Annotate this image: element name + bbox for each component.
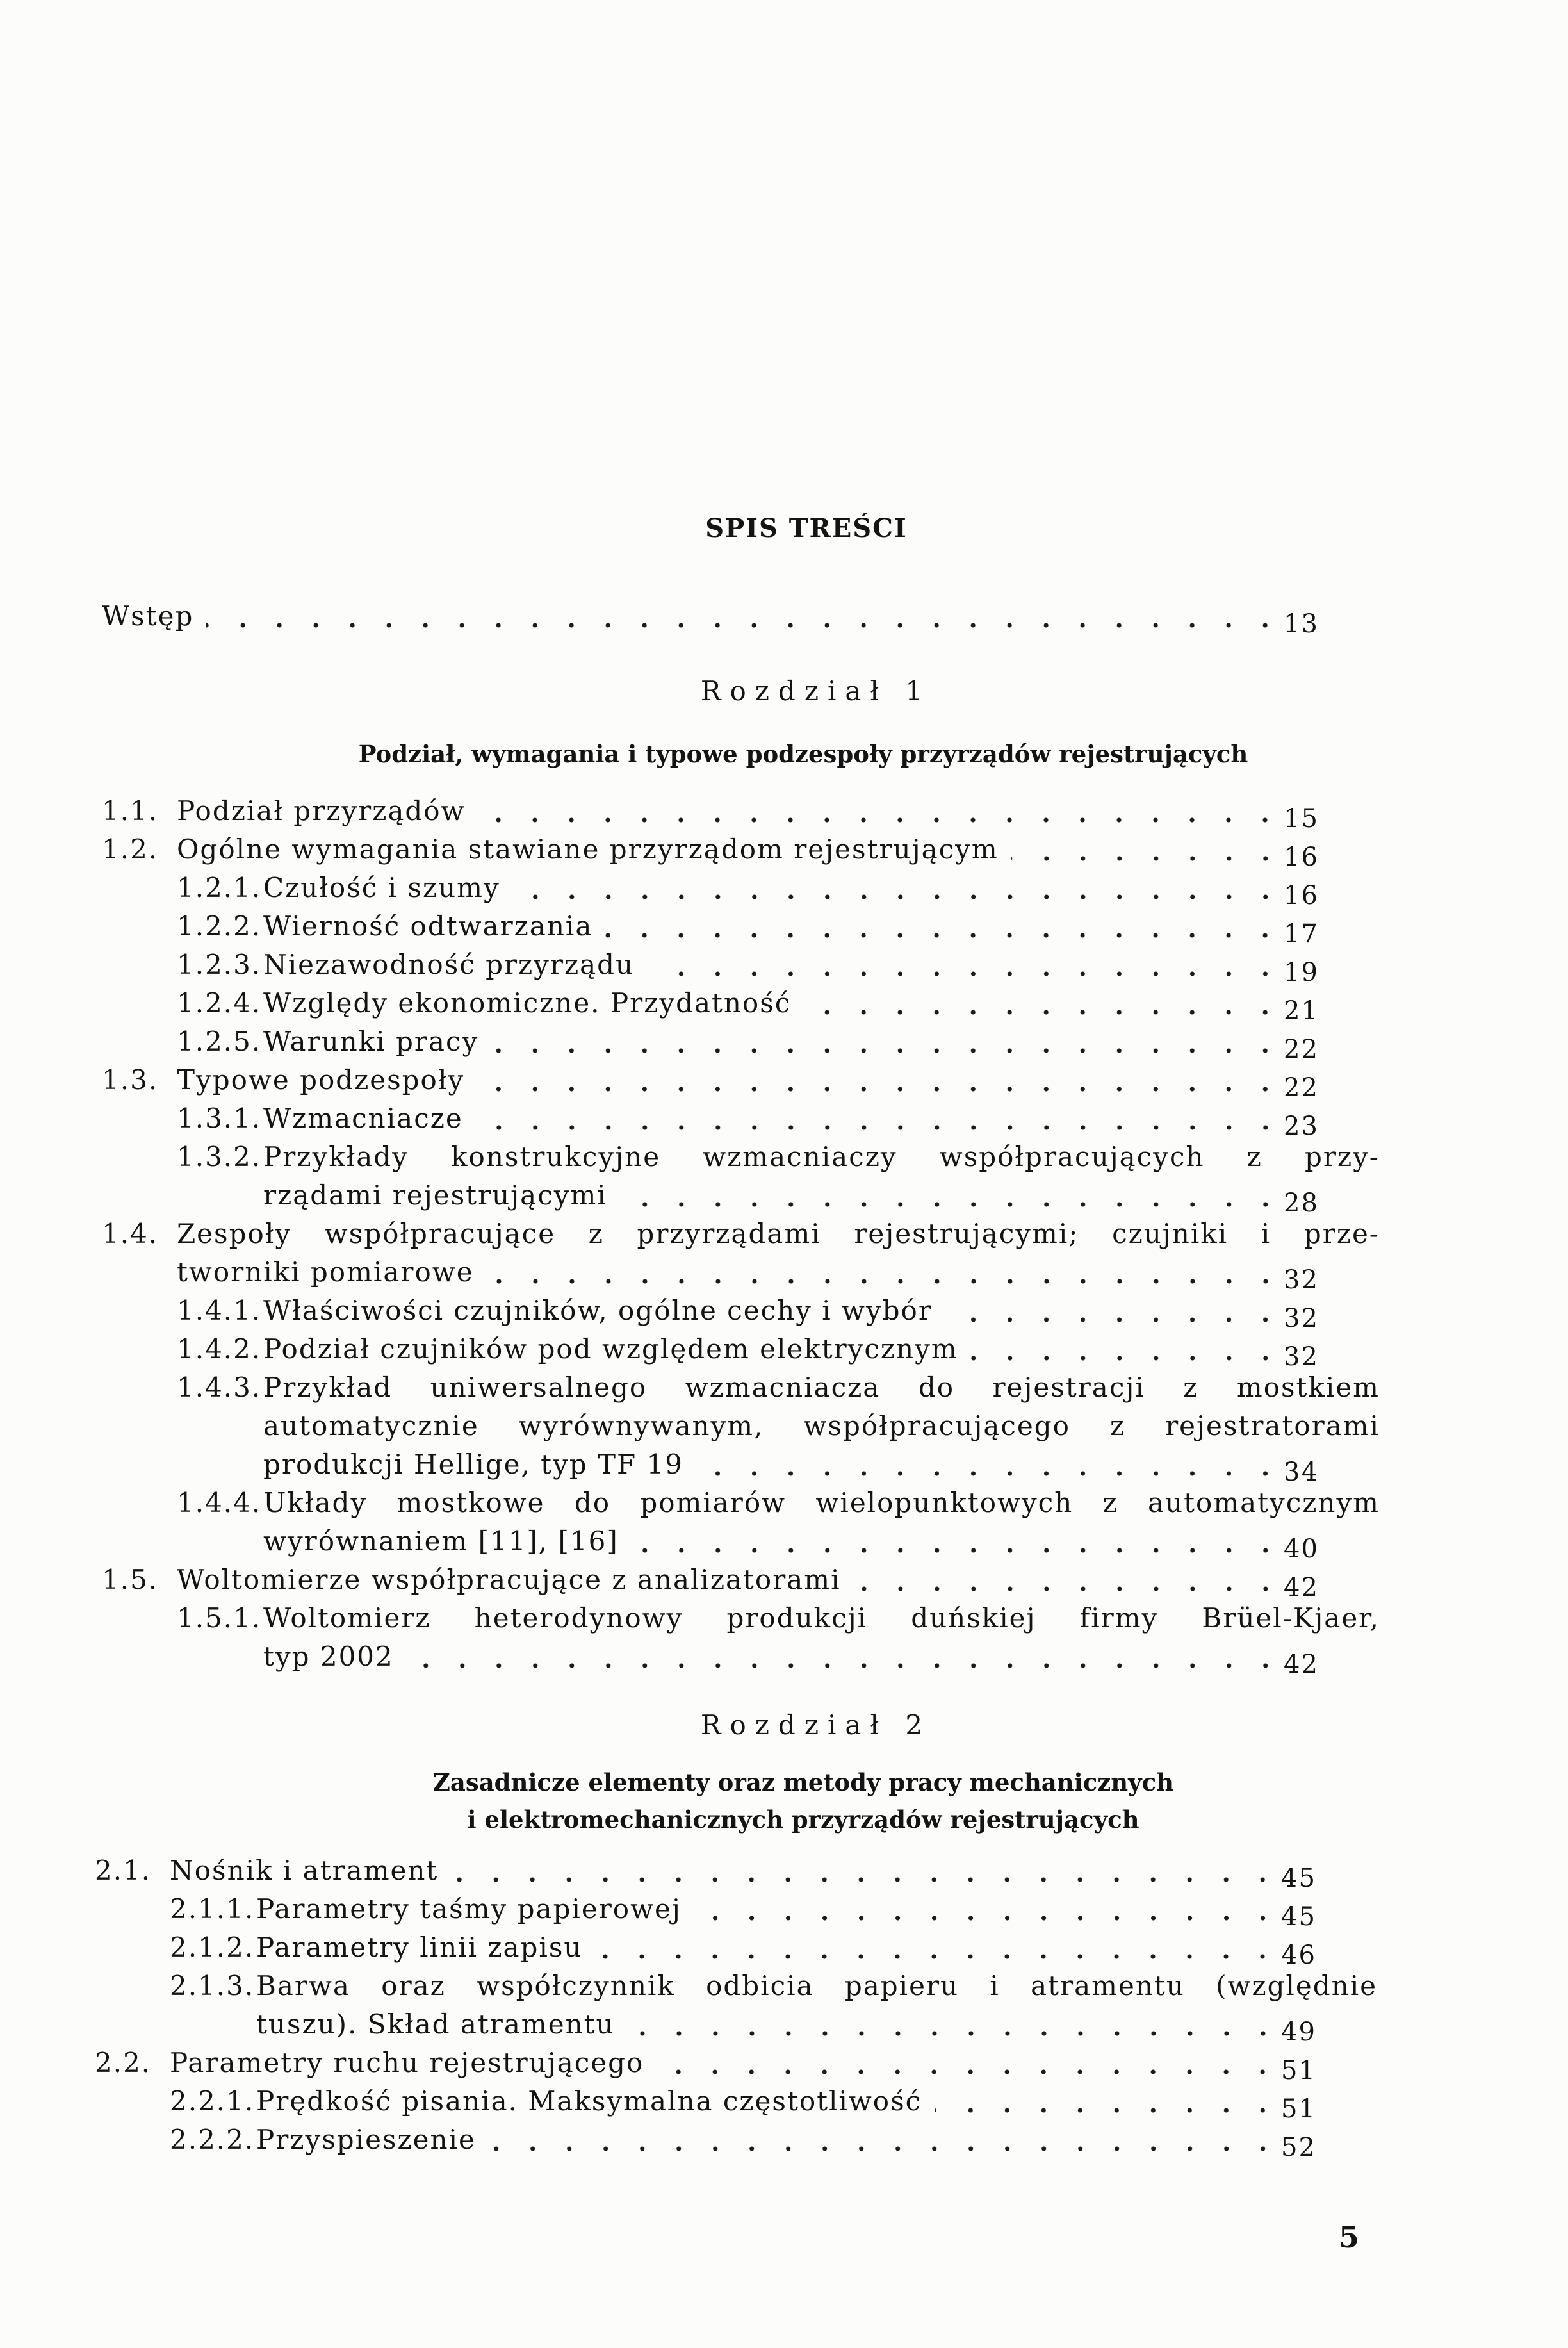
toc-entry: [102, 869, 1380, 910]
toc-entry-number: 1.4.4.: [177, 1487, 262, 1518]
toc-entry: [102, 1292, 1380, 1333]
toc-page-number: 28: [1284, 1188, 1319, 1218]
toc-entry-number: 1.3.1.: [177, 1103, 262, 1134]
toc-entry-line: Barwa oraz współczynnik odbicia papieru i atramentu (względnie: [256, 1970, 1377, 2001]
toc-entry-line-text: Podział czujników pod względem elektrycznym: [263, 1333, 958, 1365]
toc-page-number: 19: [1284, 958, 1319, 987]
toc-entry: [102, 946, 1380, 987]
toc-entry-line: [263, 984, 1380, 1026]
toc-page-number: 32: [1284, 1265, 1319, 1295]
chapter-1-heading: [0, 735, 1568, 773]
toc-entry: [95, 2044, 1377, 2085]
toc-entry-text: [263, 984, 1380, 1026]
toc-entry-text: [263, 1138, 1380, 1218]
toc-entry: [102, 1215, 1380, 1295]
toc-entry-number: 1.1.: [102, 795, 159, 826]
toc-page-number: 22: [1284, 1035, 1319, 1064]
toc-entry-text: [263, 907, 1380, 949]
toc-entry-line-text: Prędkość pisania. Maksymalna częstotliwość: [256, 2085, 922, 2117]
toc-page-number: 22: [1284, 1073, 1319, 1103]
chapter-2-entries: [95, 1851, 1377, 2162]
toc-entry: [95, 2082, 1377, 2124]
toc-entry-line-text: Warunki pracy: [263, 1026, 479, 1057]
toc-page-number: 16: [1284, 881, 1319, 910]
toc-entry: [102, 1484, 1380, 1564]
toc-entry: [102, 1561, 1380, 1602]
toc-entry-number: 1.4.3.: [177, 1372, 262, 1403]
chapter-heading-line: Podział, wymagania i typowe podzespoły przyrządów rejestrujących: [358, 740, 1248, 768]
toc-entry-line: [256, 2121, 1377, 2162]
toc-entry: [95, 1967, 1377, 2047]
toc-page-number: 21: [1284, 996, 1319, 1026]
toc-entry-text: [263, 1330, 1380, 1372]
toc-page-number: 42: [1284, 1573, 1319, 1602]
toc-entry-line: [170, 1851, 1377, 1893]
toc-entry-number: 2.2.: [95, 2047, 152, 2078]
toc-entry-number: 1.3.: [102, 1064, 159, 1096]
toc-entry-line-text: wyrównaniem [11], [16]: [263, 1525, 619, 1557]
dot-leader: [854, 1561, 1284, 1599]
chapter-2-heading: [0, 1764, 1568, 1838]
toc-entry: [102, 907, 1380, 949]
toc-entry-number: 1.5.: [102, 1564, 159, 1595]
toc-entry-line-text: Ogólne wymagania stawiane przyrządom rejestrującym: [177, 833, 999, 865]
toc-page-number: 34: [1284, 1457, 1319, 1487]
toc-entry: [102, 1138, 1380, 1218]
toc-entry-text: [177, 1215, 1380, 1295]
toc-entry: [95, 1928, 1377, 1970]
toc-entry-text: [170, 2044, 1377, 2085]
toc-entry-text: [263, 1099, 1380, 1141]
toc-entry-line: [263, 869, 1380, 910]
toc-entry-line-text: Parametry ruchu rejestrującego: [170, 2047, 644, 2078]
toc-entry-text: [177, 1061, 1380, 1103]
toc-entry-text: [263, 946, 1380, 987]
toc-entry-line: [177, 1253, 1380, 1295]
toc-entry-line-text: Woltomierze współpracujące z analizatorami: [177, 1564, 841, 1595]
toc-entry-line: Układy mostkowe do pomiarów wielopunktowych z automatycznym: [263, 1487, 1380, 1518]
toc-entry: [102, 1330, 1380, 1372]
toc-entry-line-text: rządami rejestrującymi: [263, 1179, 607, 1211]
page-number: 5: [1339, 2220, 1360, 2254]
toc-entry: [102, 792, 1380, 833]
toc-entry-number: 1.2.3.: [177, 949, 262, 980]
toc-entry-line-text: Parametry linii zapisu: [256, 1932, 583, 1963]
toc-page-number: 51: [1281, 2094, 1316, 2124]
dot-leader: [489, 2121, 1281, 2159]
dot-leader: [620, 1176, 1284, 1215]
toc-entry-line: [263, 907, 1380, 949]
toc-entry-line-text: Przyspieszenie: [256, 2124, 476, 2155]
toc-entry-text: [256, 2121, 1377, 2162]
toc-entry-number: 2.2.2.: [170, 2124, 255, 2155]
toc-entry-line: Przykłady konstrukcyjne wzmacniaczy współpracujących z przy-: [263, 1141, 1380, 1172]
dot-leader: [513, 869, 1284, 907]
toc-entry-number: 2.1.2.: [170, 1932, 255, 1963]
toc-entry-text: [256, 2082, 1377, 2124]
toc-entry-line: [263, 1022, 1380, 1064]
toc-entry-number: 1.2.1.: [177, 872, 262, 903]
toc-page-number: 45: [1281, 1864, 1316, 1893]
dot-leader: [477, 1061, 1284, 1099]
toc-entry-line: [263, 1099, 1380, 1141]
toc-entry-text: [170, 1851, 1377, 1893]
toc-entry-line-text: Czułość i szumy: [263, 872, 500, 903]
toc-entry-text: [256, 1967, 1377, 2047]
toc-entry-text: [177, 830, 1380, 872]
dot-leader: [657, 2044, 1281, 2082]
toc-entry-line: [263, 1522, 1380, 1564]
chapter-2-label: Rozdział 2: [700, 1709, 932, 1741]
toc-page-number: 49: [1281, 2017, 1316, 2047]
toc-entry-line: [177, 830, 1380, 872]
toc-entry-number: 1.4.2.: [177, 1333, 262, 1365]
dot-leader: [628, 2005, 1281, 2044]
toc-entry-label: Wstęp: [102, 600, 194, 632]
toc-entry-number: 1.2.: [102, 833, 159, 865]
toc-entry-text: [263, 869, 1380, 910]
toc-entry-line-text: Podział przyrządów: [177, 795, 466, 826]
toc-entry: [102, 830, 1380, 872]
toc-entry-line: [177, 1061, 1380, 1103]
toc-entry-line: [170, 2044, 1377, 2085]
toc-entry-number: 1.3.2.: [177, 1141, 262, 1172]
toc-entry-line: Przykład uniwersalnego wzmacniacza do rejestracji z mostkiem: [263, 1372, 1380, 1403]
dot-leader: [487, 1253, 1284, 1292]
toc-entry-line: [177, 792, 1380, 833]
toc-entry-text: [177, 1561, 1380, 1602]
chapter-1-entries: [102, 792, 1380, 1679]
toc-entry-line: [263, 1292, 1380, 1333]
toc-entry-line-text: tuszu). Skład atramentu: [256, 2008, 615, 2040]
toc-entry-line: [263, 946, 1380, 987]
chapter-heading-line: Zasadnicze elementy oraz metody pracy mechanicznych: [432, 1768, 1174, 1796]
toc-page-number: 17: [1284, 919, 1319, 949]
toc-entry-line-text: Parametry taśmy papierowej: [256, 1893, 682, 1925]
toc-entry: [102, 1061, 1380, 1103]
toc-entry-line: [263, 1638, 1380, 1679]
toc-entry-text: [263, 1368, 1380, 1487]
toc-page-number: 42: [1284, 1650, 1319, 1679]
toc-entry-line: [256, 2082, 1377, 2124]
toc-entry-line-text: Niezawodność przyrządu: [263, 949, 635, 980]
toc-entry-line-text: Względy ekonomiczne. Przydatność: [263, 987, 792, 1019]
toc-entry-number: 1.4.: [102, 1218, 159, 1249]
toc-entry: [102, 1599, 1380, 1679]
dot-leader: [694, 1890, 1281, 1928]
toc-entry: [102, 1022, 1380, 1064]
toc-page-number: 40: [1284, 1534, 1319, 1564]
dot-leader: [647, 946, 1284, 984]
dot-leader: [696, 1445, 1284, 1484]
toc-entry-text: [263, 1292, 1380, 1333]
toc-entry: [95, 1851, 1377, 1893]
toc-page-number: 13: [1284, 609, 1319, 639]
toc-page-number: 32: [1284, 1342, 1319, 1372]
toc-entry-text: [263, 1599, 1380, 1679]
toc-entry-line: [177, 1561, 1380, 1602]
toc-page-number: 52: [1281, 2133, 1316, 2162]
toc-entry-line: [256, 1890, 1377, 1932]
chapter-1-label: Rozdział 1: [700, 675, 932, 707]
toc-entry-text: [177, 792, 1380, 833]
dot-leader: [491, 1022, 1284, 1061]
dot-leader: [476, 1099, 1284, 1138]
toc-page-number: 15: [1284, 804, 1319, 833]
toc-entry-number: 1.4.1.: [177, 1295, 262, 1326]
toc-entry-line-text: typ 2002: [263, 1641, 394, 1672]
dot-leader: [945, 1292, 1284, 1330]
toc-entry-line: Zespoły współpracujące z przyrządami rejestrującymi; czujniki i prze-: [177, 1218, 1380, 1249]
toc-entry-line: [263, 1176, 1380, 1218]
toc-page-number: 45: [1281, 1902, 1316, 1932]
toc-entry-text: [256, 1890, 1377, 1932]
dot-leader: [605, 907, 1284, 946]
page-title: SPIS TREŚCI: [705, 513, 908, 543]
toc-entry-line-text: Typowe podzespoły: [177, 1064, 465, 1096]
dot-leader: [804, 984, 1284, 1022]
toc-entry-line: [263, 1445, 1380, 1487]
dot-leader: [1011, 830, 1284, 869]
toc-entry-line: [263, 1330, 1380, 1372]
toc-entry-number: 1.5.1.: [177, 1602, 262, 1634]
toc-entry-number: 2.1.: [95, 1855, 152, 1886]
toc-entry-line-text: Wzmacniacze: [263, 1103, 463, 1134]
toc-page-number: 16: [1284, 842, 1319, 872]
dot-leader: [632, 1522, 1284, 1561]
toc-entry: [95, 1890, 1377, 1932]
toc-page-number: 46: [1281, 1941, 1316, 1970]
toc-entry-line-text: tworniki pomiarowe: [177, 1256, 474, 1288]
toc-entry-line-text: Właściwości czujników, ogólne cechy i wybór: [263, 1295, 933, 1326]
toc-entry-line-text: Nośnik i atrament: [170, 1855, 439, 1886]
dot-leader: [935, 2082, 1281, 2121]
dot-leader: [971, 1330, 1284, 1368]
dot-leader: [478, 792, 1284, 830]
toc-entry: [95, 2121, 1377, 2162]
toc-entry-number: 1.2.5.: [177, 1026, 262, 1057]
toc-entry-number: 2.1.1.: [170, 1893, 255, 1925]
toc-entry: [102, 1368, 1380, 1487]
dot-leader: [407, 1638, 1284, 1676]
toc-entry-number: 2.1.3.: [170, 1970, 255, 2001]
toc-entry-number: 1.2.4.: [177, 987, 262, 1019]
toc-entry-text: [263, 1022, 1380, 1064]
dot-leader: [451, 1851, 1281, 1890]
toc-entry-line: [256, 2005, 1377, 2047]
toc-entry: [102, 1099, 1380, 1141]
toc-entry-line: automatycznie wyrównywanym, współpracującego z rejestratorami: [263, 1410, 1380, 1441]
toc-page-number: 32: [1284, 1304, 1319, 1333]
toc-entry-intro: [102, 597, 1380, 639]
toc-entry-line: Woltomierz heterodynowy produkcji duńskiej firmy Brüel-Kjaer,: [263, 1602, 1380, 1634]
toc-page-number: 23: [1284, 1112, 1319, 1141]
toc-page-number: 51: [1281, 2056, 1316, 2085]
toc-entry-line: [256, 1928, 1377, 1970]
toc-entry-text: [263, 1484, 1380, 1564]
dot-leader: [595, 1928, 1281, 1967]
toc-entry: [102, 984, 1380, 1026]
toc-entry-line-text: Wierność odtwarzania: [263, 910, 593, 942]
toc-entry-number: 1.2.2.: [177, 910, 262, 942]
dot-leader: [206, 597, 1284, 636]
toc-entry-line-text: produkcji Hellige, typ TF 19: [263, 1449, 683, 1480]
chapter-heading-line: i elektromechanicznych przyrządów rejestrujących: [467, 1805, 1139, 1834]
toc-entry-number: 2.2.1.: [170, 2085, 255, 2117]
toc-entry-text: [256, 1928, 1377, 1970]
